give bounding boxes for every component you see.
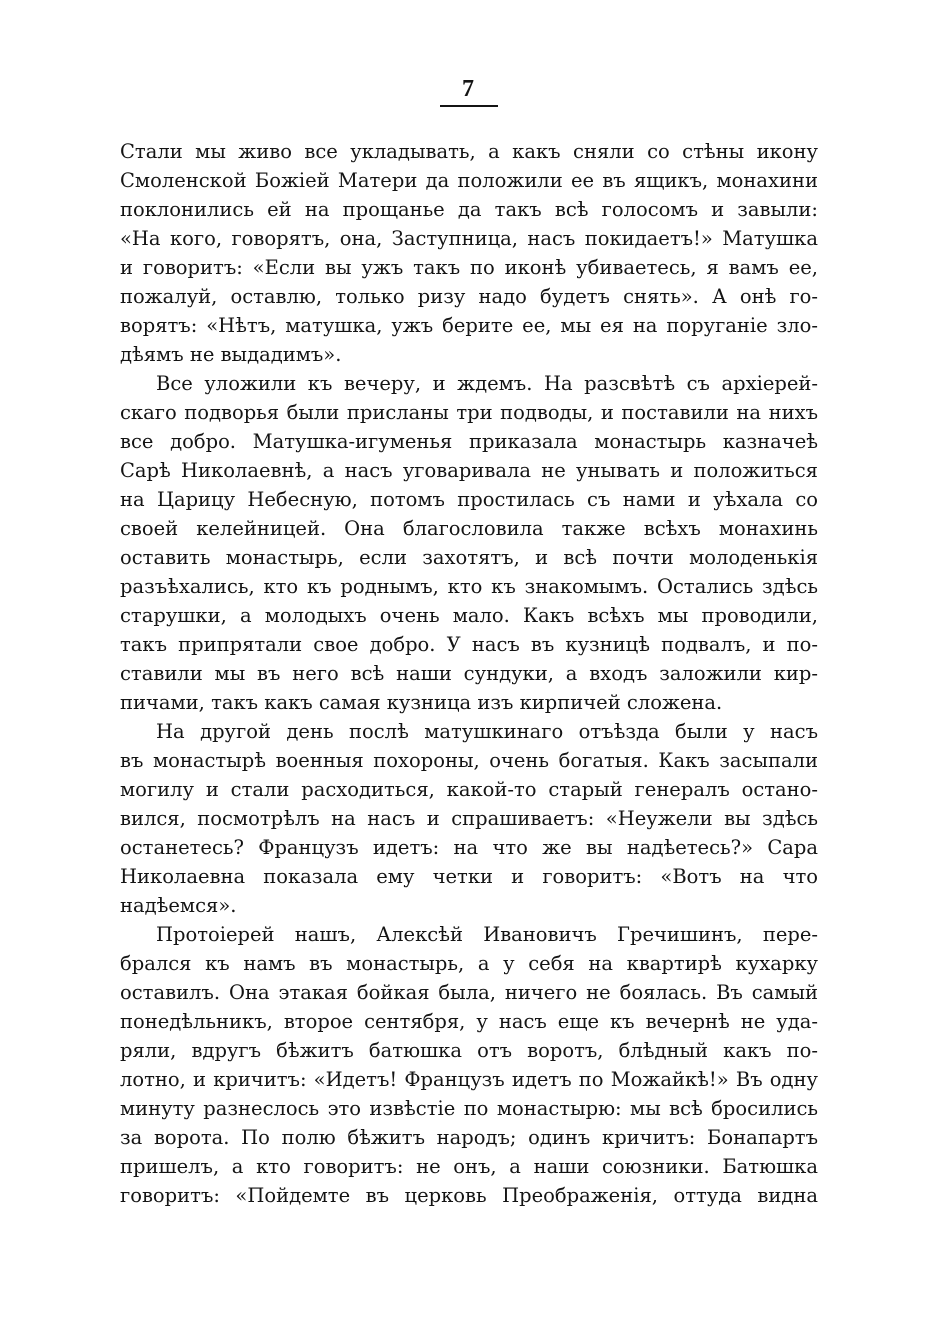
text-line: Николаевна показала ему четки и говоритъ: «Вотъ на что <box>120 865 818 888</box>
body-text <box>120 137 818 1210</box>
text-line: минуту разнеслось это извѣстіе по монастырю: мы всѣ бросились <box>120 1097 818 1120</box>
text-line: На другой день послѣ матушкинаго отъѣзда были у насъ <box>156 720 818 743</box>
text-line: такъ припрятали свое добро. У насъ въ кузницѣ подвалъ, и по- <box>120 633 818 656</box>
text-line: Все уложили къ вечеру, и ждемъ. На разсвѣтѣ съ архіерей- <box>156 372 818 395</box>
paragraph-1 <box>120 137 818 369</box>
text-line: останетесь? Французъ идетъ: на что же вы надѣетесь?» Сара <box>120 836 818 859</box>
text-line: разъѣхались, кто къ роднымъ, кто къ знакомымъ. Остались здѣсь <box>120 575 818 598</box>
page-number-rule <box>440 105 498 107</box>
text-line: Протоіерей нашъ, Алексѣй Ивановичъ Гречишинъ, пере- <box>156 923 818 946</box>
text-line: пришелъ, а кто говоритъ: не онъ, а наши союзники. Батюшка <box>120 1155 818 1178</box>
paragraph-3 <box>120 717 818 920</box>
text-line: вился, посмотрѣлъ на насъ и спрашиваетъ: «Неужели вы здѣсь <box>120 807 818 830</box>
paragraph-2 <box>120 369 818 717</box>
text-line: говоритъ: «Пойдемте въ церковь Преображенія, оттуда видна <box>120 1184 818 1207</box>
text-line: ставили мы въ него всѣ наши сундуки, а входъ заложили кир- <box>120 662 818 685</box>
text-line: могилу и стали расходиться, какой-то старый генералъ остано- <box>120 778 818 801</box>
text-line: пичами, такъ какъ самая кузница изъ кирпичей сложена. <box>120 691 723 714</box>
text-line: «На кого, говорятъ, она, Заступница, насъ покидаетъ!» Матушка <box>120 227 818 250</box>
text-line: пожалуй, оставлю, только ризу надо будетъ снять». А онѣ го- <box>120 285 818 308</box>
text-line: все добро. Матушка-игуменья приказала монастырь казначеѣ <box>120 430 818 453</box>
text-line: лотно, и кричитъ: «Идетъ! Французъ идетъ по Можайкѣ!» Въ одну <box>120 1068 818 1091</box>
text-line: дѣямъ не выдадимъ». <box>120 343 342 366</box>
text-line: надѣемся». <box>120 894 237 917</box>
text-line: скаго подворья были присланы три подводы, и поставили на нихъ <box>120 401 818 424</box>
text-line: Стали мы живо все укладывать, а какъ сняли со стѣны икону <box>120 140 818 163</box>
text-line: и говоритъ: «Если вы ужъ такъ по иконѣ убиваетесь, я вамъ ее, <box>120 256 818 279</box>
text-line: понедѣльникъ, второе сентября, у насъ еще къ вечернѣ не уда- <box>120 1010 818 1033</box>
text-line: оставилъ. Она этакая бойкая была, ничего не боялась. Въ самый <box>120 981 818 1004</box>
text-line: Сарѣ Николаевнѣ, а насъ уговаривала не унывать и положиться <box>120 459 818 482</box>
text-line: ворятъ: «Нѣтъ, матушка, ужъ берите ее, мы ея на поруганіе зло- <box>120 314 818 337</box>
text-line: оставить монастырь, если захотятъ, и всѣ почти молоденькія <box>120 546 818 569</box>
text-line: своей келейницей. Она благословила также всѣхъ монахинь <box>120 517 818 540</box>
text-line: въ монастырѣ военныя похороны, очень богатыя. Какъ засыпали <box>120 749 818 772</box>
paragraph-4 <box>120 920 818 1210</box>
text-line: Смоленской Божіей Матери да положили ее въ ящикъ, монахини <box>120 169 818 192</box>
page-number: 7 <box>462 76 474 102</box>
text-line: старушки, а молодыхъ очень мало. Какъ всѣхъ мы проводили, <box>120 604 818 627</box>
text-line: брался къ намъ въ монастырь, а у себя на квартирѣ кухарку <box>120 952 818 975</box>
text-line: ряли, вдругъ бѣжитъ батюшка отъ воротъ, блѣдный какъ по- <box>120 1039 818 1062</box>
text-line: поклонились ей на прощанье да такъ всѣ голосомъ и завыли: <box>120 198 818 221</box>
text-line: на Царицу Небесную, потомъ простилась съ нами и уѣхала со <box>120 488 818 511</box>
text-line: за ворота. По полю бѣжитъ народъ; одинъ кричитъ: Бонапартъ <box>120 1126 818 1149</box>
